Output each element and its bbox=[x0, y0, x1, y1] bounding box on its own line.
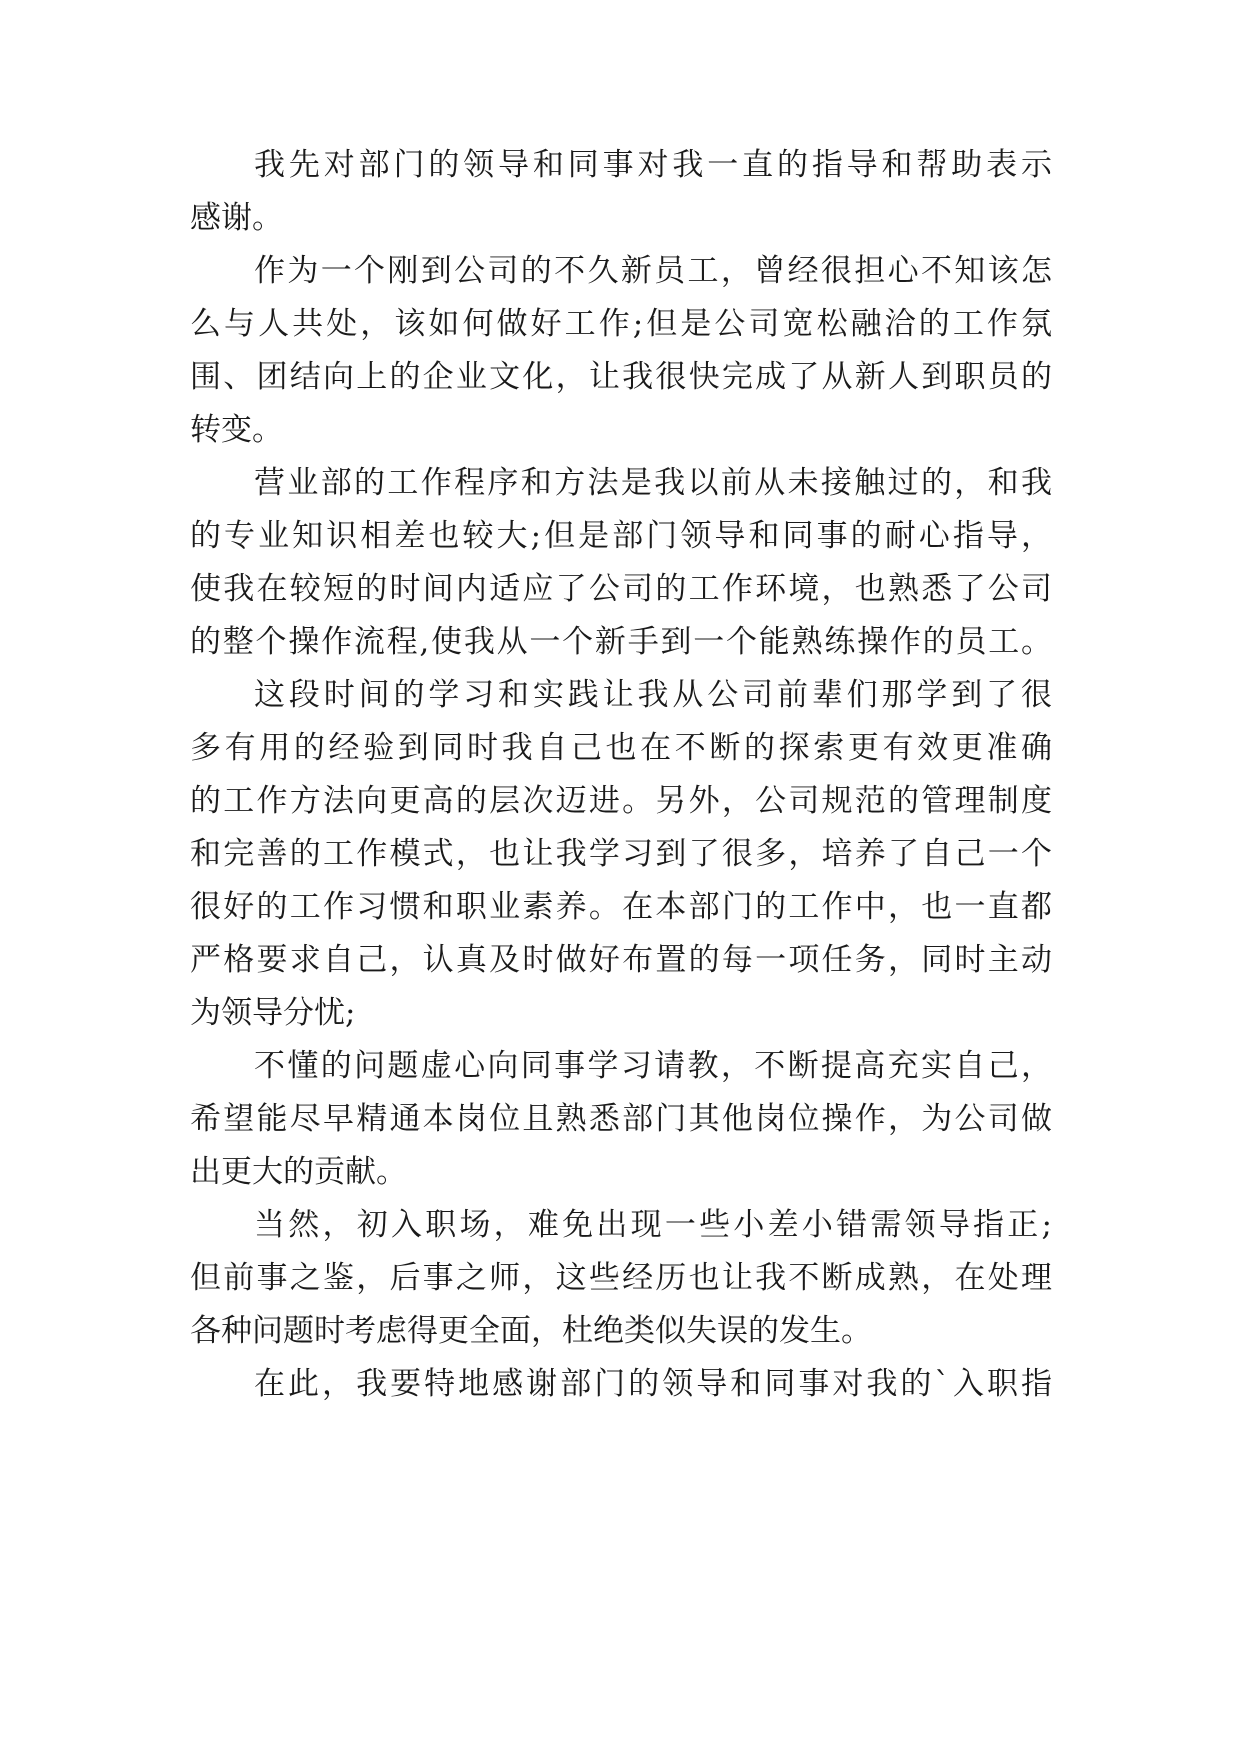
text-line: 使我在较短的时间内适应了公司的工作环境，也熟悉了公司 bbox=[190, 571, 1052, 607]
text-line: 的专业知识相差也较大;但是部门领导和同事的耐心指导， bbox=[190, 518, 1052, 554]
text-line: 严格要求自己，认真及时做好布置的每一项任务，同时主动 bbox=[190, 942, 1052, 978]
text-line: 多有用的经验到同时我自己也在不断的探索更有效更准确 bbox=[190, 730, 1052, 766]
text-line: 很好的工作习惯和职业素养。在本部门的工作中，也一直都 bbox=[190, 889, 1052, 925]
text-line: 这段时间的学习和实践让我从公司前辈们那学到了很 bbox=[254, 677, 1052, 713]
text-line: 出更大的贡献。 bbox=[190, 1154, 407, 1190]
text-line: 转变。 bbox=[190, 412, 283, 448]
text-line: 各种问题时考虑得更全面，杜绝类似失误的发生。 bbox=[190, 1313, 872, 1349]
text-line: 希望能尽早精通本岗位且熟悉部门其他岗位操作，为公司做 bbox=[190, 1101, 1052, 1137]
document-page bbox=[190, 0, 1052, 1754]
text-line: 为领导分忧; bbox=[190, 995, 356, 1031]
text-line: 营业部的工作程序和方法是我以前从未接触过的，和我 bbox=[254, 465, 1052, 501]
text-line: 的工作方法向更高的层次迈进。另外，公司规范的管理制度 bbox=[190, 783, 1052, 819]
text-line: 么与人共处，该如何做好工作;但是公司宽松融洽的工作氛 bbox=[190, 306, 1052, 342]
text-line: 和完善的工作模式，也让我学习到了很多，培养了自己一个 bbox=[190, 836, 1052, 872]
text-line: 当然，初入职场，难免出现一些小差小错需领导指正; bbox=[254, 1207, 1052, 1243]
text-line: 不懂的问题虚心向同事学习请教，不断提高充实自己， bbox=[254, 1048, 1052, 1084]
text-line: 在此，我要特地感谢部门的领导和同事对我的`入职指 bbox=[254, 1366, 1052, 1402]
text-line: 感谢。 bbox=[190, 200, 283, 236]
text-line: 围、团结向上的企业文化，让我很快完成了从新人到职员的 bbox=[190, 359, 1052, 395]
text-line: 我先对部门的领导和同事对我一直的指导和帮助表示 bbox=[254, 147, 1052, 183]
text-line: 但前事之鉴，后事之师，这些经历也让我不断成熟，在处理 bbox=[190, 1260, 1052, 1296]
text-line: 作为一个刚到公司的不久新员工，曾经很担心不知该怎 bbox=[254, 253, 1052, 289]
text-line: 的整个操作流程,使我从一个新手到一个能熟练操作的员工。 bbox=[190, 624, 1052, 660]
